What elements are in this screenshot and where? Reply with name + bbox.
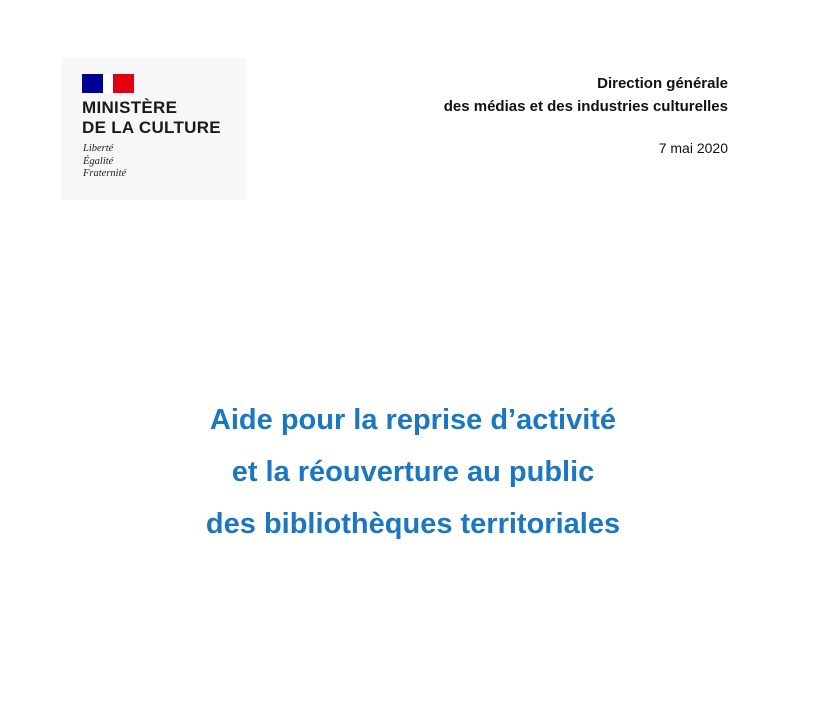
department-header (444, 72, 728, 118)
motto-liberte: Liberté (83, 143, 114, 154)
title-line1: Aide pour la reprise d’activité (209, 404, 617, 436)
ministry-logo (62, 58, 246, 200)
ministry-name-line2: DE LA CULTURE (82, 118, 221, 137)
flag-red-band (113, 74, 134, 93)
flag-blue-band (82, 74, 103, 93)
ministry-name (82, 98, 221, 138)
ministry-name-line1: MINISTÈRE (82, 98, 178, 117)
french-flag-icon (82, 74, 134, 93)
title-line2: et la réouverture au public (231, 456, 595, 488)
motto-egalite: Égalité (83, 155, 114, 167)
title-line3: des bibliothèques territoriales (205, 508, 621, 540)
document-title (0, 394, 826, 550)
department-line2: des médias et des industries culturelles (443, 98, 728, 115)
motto-fraternite: Fraternité (83, 168, 127, 179)
flag-white-band (103, 74, 113, 93)
department-line1: Direction générale (597, 75, 728, 92)
document-date: 7 mai 2020 (658, 140, 728, 156)
republic-motto (83, 143, 126, 181)
